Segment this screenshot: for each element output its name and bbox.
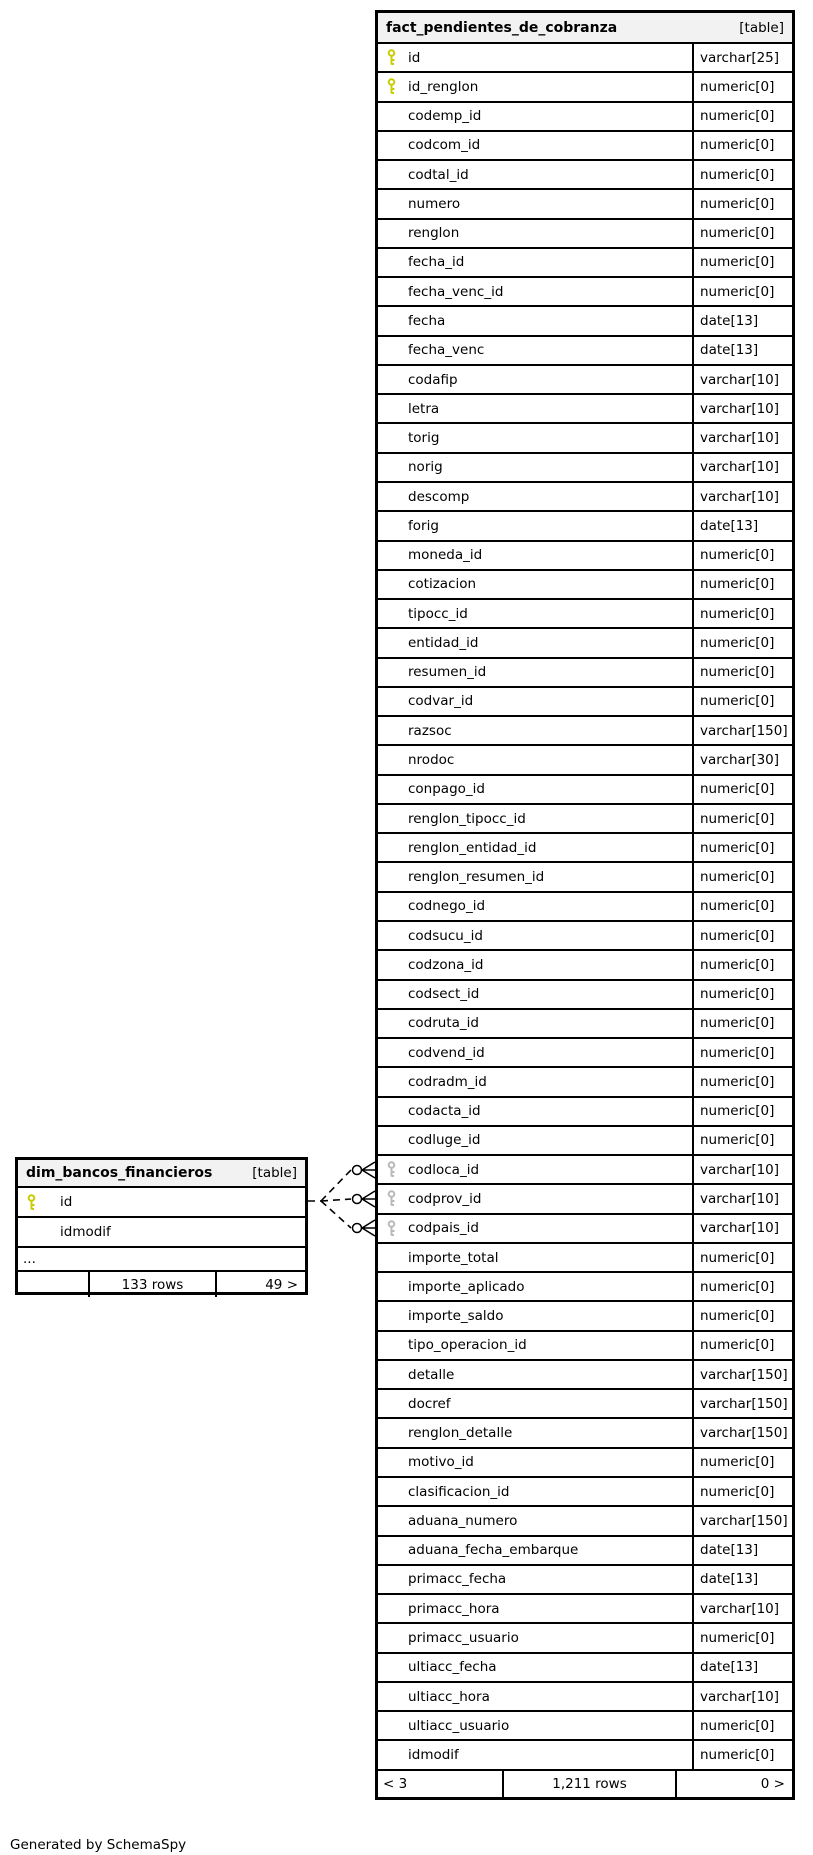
- column-name: conpago_id: [408, 781, 485, 798]
- column-name: fecha_venc: [408, 342, 485, 359]
- column-row-ultiacc_fecha: [378, 1652, 792, 1681]
- column-name: ultiacc_usuario: [408, 1717, 510, 1734]
- column-type: date[13]: [692, 1654, 792, 1681]
- column-row-razsoc: [378, 715, 792, 744]
- column-type: numeric[0]: [692, 1273, 792, 1300]
- column-row-codradm_id: [378, 1066, 792, 1095]
- fact-row-count: 1,211 rows: [502, 1771, 675, 1797]
- column-name: codpais_id: [408, 1220, 479, 1237]
- dim-row-count: 133 rows: [88, 1272, 215, 1297]
- column-type: numeric[0]: [692, 1624, 792, 1651]
- column-name: primacc_fecha: [408, 1571, 507, 1588]
- column-name: tipo_operacion_id: [408, 1337, 527, 1354]
- column-row-codsect_id: [378, 979, 792, 1008]
- primary-key-icon: [387, 49, 397, 66]
- column-type: numeric[0]: [692, 893, 792, 920]
- column-type: date[13]: [692, 307, 792, 334]
- column-name: codvend_id: [408, 1044, 485, 1061]
- column-row-id: [378, 44, 792, 71]
- fact-table-name[interactable]: fact_pendientes_de_cobranza: [386, 19, 618, 36]
- column-name: idmodif: [60, 1224, 111, 1240]
- column-name: codafip: [408, 371, 458, 388]
- column-type: numeric[0]: [692, 776, 792, 803]
- column-row-renglon_resumen_id: [378, 861, 792, 890]
- column-row-codnego_id: [378, 891, 792, 920]
- primary-key-icon: [27, 1194, 37, 1211]
- column-name: torig: [408, 430, 440, 447]
- column-row-descomp: [378, 481, 792, 510]
- column-row-renglon_tipocc_id: [378, 803, 792, 832]
- column-type: numeric[0]: [692, 1302, 792, 1329]
- column-type: numeric[0]: [692, 249, 792, 276]
- column-row-aduana_fecha_embarque: [378, 1535, 792, 1564]
- column-name: resumen_id: [408, 664, 487, 681]
- column-type: numeric[0]: [692, 1332, 792, 1359]
- column-row-idmodif: [18, 1216, 305, 1246]
- column-name: codradm_id: [408, 1073, 487, 1090]
- column-row-numero: [378, 188, 792, 217]
- column-name: razsoc: [408, 722, 452, 739]
- column-name: renglon_tipocc_id: [408, 810, 526, 827]
- column-row-id_renglon: [378, 71, 792, 100]
- column-type: numeric[0]: [692, 161, 792, 188]
- column-name: ultiacc_hora: [408, 1688, 490, 1705]
- column-name: entidad_id: [408, 634, 479, 651]
- column-name: forig: [408, 517, 439, 534]
- column-name: id_renglon: [408, 78, 479, 95]
- column-row-codloca_id: [378, 1154, 792, 1183]
- column-row-codvend_id: [378, 1037, 792, 1066]
- column-row-codprov_id: [378, 1183, 792, 1212]
- crows-foot-icon: [362, 1191, 375, 1207]
- column-row-forig: [378, 510, 792, 539]
- column-row-fecha_venc: [378, 335, 792, 364]
- column-row-id: [18, 1188, 305, 1216]
- column-row-importe_saldo: [378, 1300, 792, 1329]
- column-type: numeric[0]: [692, 220, 792, 247]
- foreign-key-icon: [387, 1161, 397, 1178]
- relationship-circle: [353, 1195, 362, 1204]
- column-name: descomp: [408, 488, 470, 505]
- column-row-fecha_venc_id: [378, 276, 792, 305]
- column-row-codvar_id: [378, 686, 792, 715]
- column-type: numeric[0]: [692, 1039, 792, 1066]
- table-fact_pendientes_de_cobranza[interactable]: [375, 10, 795, 1800]
- column-type: varchar[150]: [692, 1361, 792, 1388]
- column-name: fecha_id: [408, 254, 465, 271]
- column-name: codnego_id: [408, 898, 486, 915]
- column-row-primacc_usuario: [378, 1622, 792, 1651]
- column-row-renglon_entidad_id: [378, 832, 792, 861]
- column-type: numeric[0]: [692, 659, 792, 686]
- column-row-codruta_id: [378, 1008, 792, 1037]
- column-type: numeric[0]: [692, 1010, 792, 1037]
- column-name: primacc_hora: [408, 1600, 500, 1617]
- column-name: codtal_id: [408, 166, 469, 183]
- column-row-conpago_id: [378, 774, 792, 803]
- column-name: importe_saldo: [408, 1308, 504, 1325]
- column-type: numeric[0]: [692, 863, 792, 890]
- relationship-line-codprov: [321, 1199, 351, 1201]
- column-name: norig: [408, 459, 443, 476]
- column-type: numeric[0]: [692, 103, 792, 130]
- column-name: nrodoc: [408, 752, 455, 768]
- key-slot: [387, 1190, 405, 1207]
- dim-table-header[interactable]: [18, 1160, 305, 1188]
- column-type: numeric[0]: [692, 190, 792, 217]
- column-name: codacta_id: [408, 1103, 481, 1120]
- column-row-renglon_detalle: [378, 1417, 792, 1446]
- key-slot: [387, 1220, 405, 1237]
- column-name: aduana_fecha_embarque: [408, 1542, 579, 1559]
- column-type: varchar[10]: [692, 1185, 792, 1212]
- column-name: detalle: [408, 1366, 455, 1383]
- column-name: codloca_id: [408, 1161, 480, 1178]
- column-type: date[13]: [692, 1537, 792, 1564]
- column-name: clasificacion_id: [408, 1483, 510, 1500]
- column-row-tipocc_id: [378, 598, 792, 627]
- column-name: id: [408, 49, 421, 66]
- column-row-ultiacc_usuario: [378, 1710, 792, 1739]
- table-dim_bancos_financieros[interactable]: [15, 1157, 308, 1295]
- column-name: codemp_id: [408, 108, 482, 125]
- fact-table-header[interactable]: [378, 13, 792, 44]
- column-row-importe_total: [378, 1242, 792, 1271]
- fact-table-columns: [378, 44, 792, 1769]
- column-name: tipocc_id: [408, 605, 468, 622]
- column-name: fecha: [408, 313, 446, 330]
- column-row-idmodif: [378, 1739, 792, 1768]
- column-row-codemp_id: [378, 101, 792, 130]
- column-type: varchar[10]: [692, 1683, 792, 1710]
- column-type: varchar[150]: [692, 1390, 792, 1417]
- column-row-codsucu_id: [378, 920, 792, 949]
- fact-table-footer: [378, 1769, 792, 1797]
- column-row-codtal_id: [378, 159, 792, 188]
- column-row-fecha: [378, 305, 792, 334]
- dim-related-right-count: 49 >: [215, 1272, 305, 1297]
- column-type: numeric[0]: [692, 688, 792, 715]
- column-row-entidad_id: [378, 627, 792, 656]
- column-row-cotizacion: [378, 569, 792, 598]
- column-type: numeric[0]: [692, 1741, 792, 1768]
- schemaspy-credit: Generated by SchemaSpy: [10, 1837, 187, 1853]
- column-type: numeric[0]: [692, 922, 792, 949]
- column-row-codacta_id: [378, 1096, 792, 1125]
- relationship-line-codpais: [321, 1201, 351, 1228]
- relationship-line-codloca: [321, 1170, 351, 1201]
- column-name: docref: [408, 1395, 451, 1412]
- column-row-codafip: [378, 364, 792, 393]
- dim-table-type-tag: [table]: [252, 1165, 297, 1181]
- dim-table-name[interactable]: dim_bancos_financieros: [26, 1165, 213, 1181]
- column-type: varchar[10]: [692, 395, 792, 422]
- column-row-norig: [378, 452, 792, 481]
- relationship-dashed-edges: [308, 1170, 351, 1228]
- column-name: codsucu_id: [408, 927, 483, 944]
- column-row-docref: [378, 1388, 792, 1417]
- relationship-circle: [353, 1224, 362, 1233]
- column-type: numeric[0]: [692, 571, 792, 598]
- column-row-nrodoc: [378, 744, 792, 773]
- column-row-letra: [378, 393, 792, 422]
- column-type: varchar[10]: [692, 1215, 792, 1242]
- column-name: codprov_id: [408, 1190, 482, 1207]
- column-row-fecha_id: [378, 247, 792, 276]
- column-type: varchar[10]: [692, 424, 792, 451]
- primary-key-icon: [387, 78, 397, 95]
- crows-foot-icon: [362, 1220, 375, 1236]
- column-type: numeric[0]: [692, 1712, 792, 1739]
- column-row-moneda_id: [378, 540, 792, 569]
- column-name: aduana_numero: [408, 1512, 518, 1529]
- column-type: varchar[10]: [692, 483, 792, 510]
- column-row-codpais_id: [378, 1213, 792, 1242]
- column-type: date[13]: [692, 512, 792, 539]
- column-type: varchar[25]: [692, 44, 792, 71]
- column-row-importe_aplicado: [378, 1271, 792, 1300]
- key-slot: [27, 1194, 45, 1211]
- column-type: varchar[10]: [692, 454, 792, 481]
- column-type: varchar[150]: [692, 717, 792, 744]
- column-name: renglon_entidad_id: [408, 839, 537, 856]
- column-type: varchar[150]: [692, 1507, 792, 1534]
- dim-table-columns: [18, 1188, 305, 1246]
- column-type: numeric[0]: [692, 834, 792, 861]
- column-name: renglon_detalle: [408, 1425, 513, 1442]
- column-name: importe_total: [408, 1249, 499, 1266]
- column-type: date[13]: [692, 1566, 792, 1593]
- column-type: numeric[0]: [692, 600, 792, 627]
- column-name: idmodif: [408, 1747, 459, 1764]
- column-type: numeric[0]: [692, 132, 792, 159]
- column-name: codsect_id: [408, 986, 480, 1003]
- column-name: fecha_venc_id: [408, 283, 504, 300]
- crows-foot-icons: [362, 1162, 375, 1236]
- column-type: numeric[0]: [692, 805, 792, 832]
- column-name: ultiacc_fecha: [408, 1659, 497, 1676]
- key-slot: [387, 1161, 405, 1178]
- column-name: primacc_usuario: [408, 1629, 519, 1646]
- column-type: varchar[10]: [692, 366, 792, 393]
- column-name: moneda_id: [408, 547, 483, 564]
- column-name: renglon: [408, 225, 460, 242]
- key-slot: [387, 78, 405, 95]
- column-row-aduana_numero: [378, 1505, 792, 1534]
- column-type: date[13]: [692, 337, 792, 364]
- column-type: numeric[0]: [692, 1068, 792, 1095]
- column-row-primacc_fecha: [378, 1564, 792, 1593]
- column-type: varchar[30]: [692, 746, 792, 773]
- column-type: numeric[0]: [692, 629, 792, 656]
- fact-table-type-tag: [table]: [739, 19, 784, 36]
- column-name: importe_aplicado: [408, 1278, 525, 1295]
- column-name: motivo_id: [408, 1454, 474, 1471]
- column-row-codcom_id: [378, 130, 792, 159]
- fact-related-right-count: 0 >: [675, 1771, 792, 1797]
- column-type: numeric[0]: [692, 73, 792, 100]
- column-name: codluge_id: [408, 1132, 481, 1149]
- column-type: numeric[0]: [692, 981, 792, 1008]
- column-name: id: [60, 1194, 73, 1210]
- column-type: varchar[150]: [692, 1419, 792, 1446]
- crows-foot-icon: [362, 1162, 375, 1178]
- column-name: letra: [408, 400, 440, 417]
- column-type: numeric[0]: [692, 1098, 792, 1125]
- column-row-codzona_id: [378, 949, 792, 978]
- column-type: numeric[0]: [692, 1449, 792, 1476]
- column-row-torig: [378, 422, 792, 451]
- column-row-resumen_id: [378, 657, 792, 686]
- column-row-codluge_id: [378, 1125, 792, 1154]
- column-type: numeric[0]: [692, 1127, 792, 1154]
- relationship-circle: [353, 1166, 362, 1175]
- column-name: cotizacion: [408, 576, 477, 593]
- column-type: numeric[0]: [692, 1478, 792, 1505]
- key-slot: [387, 49, 405, 66]
- foreign-key-icon: [387, 1190, 397, 1207]
- column-type: numeric[0]: [692, 1244, 792, 1271]
- column-name: renglon_resumen_id: [408, 869, 545, 886]
- foreign-key-icon: [387, 1220, 397, 1237]
- column-type: numeric[0]: [692, 542, 792, 569]
- column-type: numeric[0]: [692, 278, 792, 305]
- column-row-clasificacion_id: [378, 1476, 792, 1505]
- column-name: codzona_id: [408, 956, 484, 973]
- zero-or-one-circles: [353, 1166, 362, 1233]
- column-row-renglon: [378, 218, 792, 247]
- column-row-motivo_id: [378, 1447, 792, 1476]
- column-row-detalle: [378, 1359, 792, 1388]
- dim-columns-ellipsis: ...: [18, 1246, 305, 1270]
- column-name: codvar_id: [408, 693, 474, 710]
- dim-table-footer: [18, 1270, 305, 1297]
- column-name: numero: [408, 195, 461, 212]
- dim-related-left-count: [18, 1272, 88, 1297]
- column-name: codcom_id: [408, 137, 481, 154]
- fact-related-left-count: < 3: [383, 1776, 408, 1792]
- column-type: numeric[0]: [692, 951, 792, 978]
- column-row-ultiacc_hora: [378, 1681, 792, 1710]
- column-type: varchar[10]: [692, 1595, 792, 1622]
- column-type: varchar[10]: [692, 1156, 792, 1183]
- column-name: codruta_id: [408, 1015, 479, 1032]
- column-row-tipo_operacion_id: [378, 1330, 792, 1359]
- column-row-primacc_hora: [378, 1593, 792, 1622]
